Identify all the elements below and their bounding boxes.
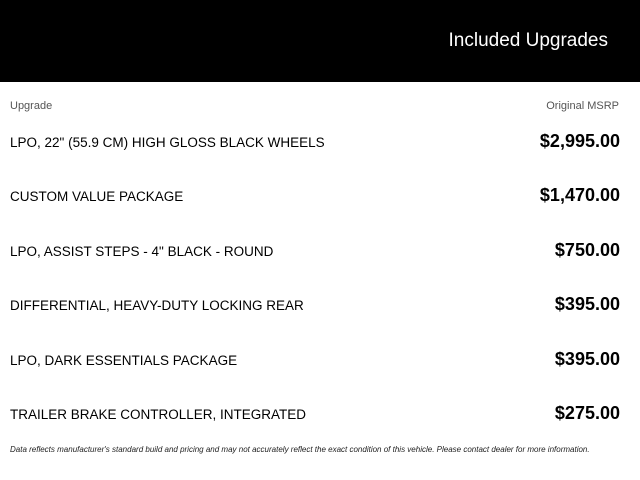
list-item — [0, 279, 640, 333]
header-banner — [0, 0, 640, 82]
list-item — [0, 334, 640, 388]
upgrade-name: TRAILER BRAKE CONTROLLER, INTEGRATED — [10, 406, 307, 422]
upgrade-price: $275.00 — [554, 402, 620, 423]
upgrades-list — [0, 116, 640, 442]
upgrade-price: $395.00 — [554, 294, 620, 315]
column-header-msrp: Original MSRP — [546, 100, 619, 112]
upgrade-name: DIFFERENTIAL, HEAVY-DUTY LOCKING REAR — [10, 298, 304, 314]
list-item — [0, 170, 640, 224]
upgrade-name: LPO, DARK ESSENTIALS PACKAGE — [10, 352, 238, 368]
column-header-upgrade: Upgrade — [10, 100, 53, 112]
upgrade-price: $2,995.00 — [539, 131, 620, 151]
upgrade-name: LPO, 22" (55.9 CM) HIGH GLOSS BLACK WHEELS — [10, 135, 325, 150]
list-item — [0, 388, 640, 442]
list-item — [0, 225, 640, 279]
page-title: Included Upgrades — [448, 30, 608, 51]
upgrade-name: LPO, ASSIST STEPS - 4" BLACK - ROUND — [10, 243, 274, 259]
disclaimer-text: Data reflects manufacturer's standard build and pricing and may not accurately reflect the exact condition of this vehicle. Please contact dealer for more information. — [10, 445, 590, 454]
upgrade-name: CUSTOM VALUE PACKAGE — [10, 189, 184, 205]
upgrade-price: $395.00 — [554, 348, 620, 369]
list-item — [0, 116, 640, 170]
upgrade-price: $750.00 — [554, 239, 620, 260]
upgrade-price: $1,470.00 — [539, 185, 620, 206]
